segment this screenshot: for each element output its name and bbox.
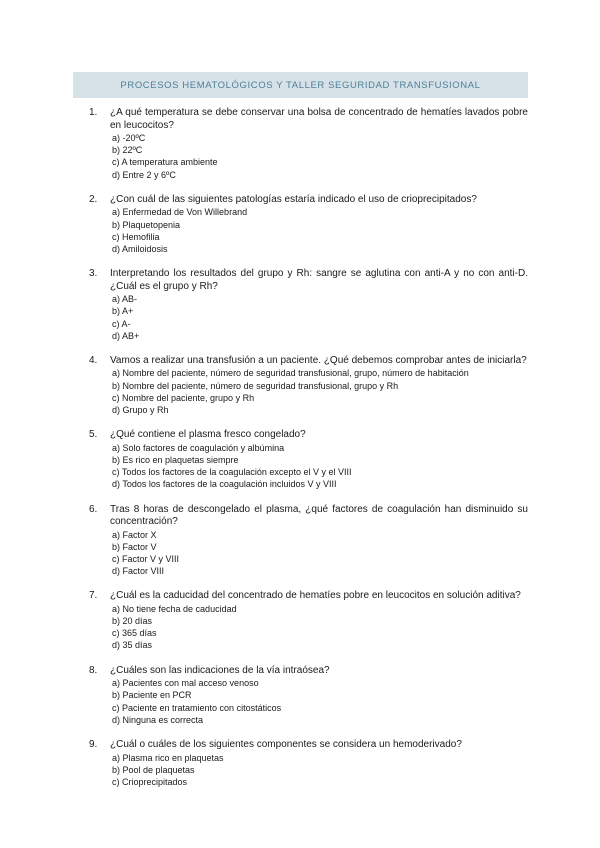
question-number: 2. bbox=[89, 193, 98, 205]
question-item bbox=[0, 665, 600, 726]
option-d: d) Factor VIII bbox=[112, 566, 165, 577]
option-list bbox=[110, 529, 528, 578]
option-d: d) Grupo y Rh bbox=[112, 405, 169, 416]
option-list bbox=[110, 206, 528, 255]
question-number: 9. bbox=[89, 739, 98, 750]
option-a: a) Pacientes con mal acceso venoso bbox=[112, 678, 259, 689]
option-b: b) Factor V bbox=[112, 541, 157, 552]
option-list bbox=[110, 367, 528, 416]
question-text: ¿A qué temperatura se debe conservar una bolsa de concentrado de hematíes lavados pobre en leucocitos? bbox=[110, 107, 528, 131]
option-list bbox=[110, 603, 528, 652]
question-item bbox=[0, 504, 600, 578]
option-c: c) Hemofilia bbox=[112, 231, 160, 242]
question-item bbox=[0, 590, 600, 651]
option-c: c) Crioprecipitados bbox=[112, 776, 188, 787]
question-text: ¿Con cuál de las siguientes patologías estaría indicado el uso de crioprecipitados? bbox=[110, 193, 477, 205]
question-item bbox=[0, 739, 600, 788]
option-d: d) Entre 2 y 6ºC bbox=[112, 169, 176, 180]
option-a: a) -20ºC bbox=[112, 133, 146, 143]
question-text: Tras 8 horas de descongelado el plasma, ¿qué factores de coagulación han disminuido su concentración? bbox=[110, 503, 528, 528]
option-a: a) Solo factores de coagulación y albúmina bbox=[112, 442, 285, 453]
option-a: a) No tiene fecha de caducidad bbox=[112, 603, 237, 614]
option-a: a) Plasma rico en plaquetas bbox=[112, 752, 224, 763]
option-b: b) Paciente en PCR bbox=[112, 690, 192, 701]
question-item bbox=[0, 355, 600, 416]
option-a: a) Factor X bbox=[112, 529, 157, 540]
header-title: PROCESOS HEMATOLÓGICOS Y TALLER SEGURIDAD TRANSFUSIONAL bbox=[120, 79, 481, 91]
question-number: 7. bbox=[89, 590, 98, 602]
question-item bbox=[0, 107, 600, 181]
option-d: d) Ninguna es correcta bbox=[112, 714, 204, 725]
option-b: b) Pool de plaquetas bbox=[112, 764, 195, 775]
option-list bbox=[110, 677, 528, 726]
option-list bbox=[110, 293, 528, 342]
question-number: 3. bbox=[89, 268, 98, 280]
option-c: c) Todos los factores de la coagulación excepto el V y el VIII bbox=[112, 467, 352, 478]
option-d: d) Amiloidosis bbox=[112, 243, 168, 254]
question-number: 1. bbox=[89, 107, 98, 118]
option-c: c) Paciente en tratamiento con citostáticos bbox=[112, 702, 282, 713]
option-b: b) Nombre del paciente, número de seguridad transfusional, grupo y Rh bbox=[112, 380, 399, 391]
option-c: c) 365 días bbox=[112, 628, 157, 639]
option-list bbox=[110, 132, 528, 181]
option-list bbox=[110, 442, 528, 491]
question-number: 5. bbox=[89, 429, 98, 441]
option-d: d) AB+ bbox=[112, 330, 140, 341]
question-number: 4. bbox=[89, 354, 98, 366]
option-a: a) AB- bbox=[112, 294, 138, 305]
option-b: b) 22ºC bbox=[112, 145, 143, 156]
option-b: b) A+ bbox=[112, 306, 134, 317]
question-list bbox=[0, 107, 600, 801]
option-list bbox=[110, 752, 528, 789]
question-text: Vamos a realizar una transfusión a un paciente. ¿Qué debemos comprobar antes de iniciarla? bbox=[110, 354, 527, 366]
header-banner bbox=[73, 72, 528, 98]
option-b: b) 20 días bbox=[112, 616, 153, 627]
question-text: ¿Qué contiene el plasma fresco congelado? bbox=[110, 429, 306, 441]
option-c: c) A- bbox=[112, 318, 131, 329]
option-a: a) Enfermedad de Von Willebrand bbox=[112, 207, 248, 218]
option-d: d) 35 días bbox=[112, 640, 153, 651]
option-a: a) Nombre del paciente, número de seguridad transfusional, grupo, número de habitación bbox=[112, 368, 469, 379]
question-item bbox=[0, 194, 600, 255]
option-b: b) Es rico en plaquetas siempre bbox=[112, 454, 239, 465]
option-c: c) A temperatura ambiente bbox=[112, 157, 218, 168]
option-c: c) Factor V y VIII bbox=[112, 553, 180, 564]
question-text: ¿Cuál o cuáles de los siguientes componentes se considera un hemoderivado? bbox=[110, 739, 462, 750]
question-item bbox=[0, 268, 600, 342]
question-text: Interpretando los resultados del grupo y Rh: sangre se aglutina con anti-A y no con anti-D. ¿Cuál es el grupo y Rh? bbox=[110, 268, 528, 292]
option-d: d) Todos los factores de la coagulación incluidos V y VIII bbox=[112, 479, 337, 490]
option-c: c) Nombre del paciente, grupo y Rh bbox=[112, 392, 255, 403]
option-b: b) Plaquetopenia bbox=[112, 219, 181, 230]
question-text: ¿Cuáles son las indicaciones de la vía intraósea? bbox=[110, 664, 330, 676]
question-item bbox=[0, 429, 600, 490]
question-number: 8. bbox=[89, 664, 98, 676]
question-number: 6. bbox=[89, 503, 98, 515]
question-text: ¿Cuál es la caducidad del concentrado de hematíes pobre en leucocitos en solución aditiva? bbox=[110, 590, 521, 602]
